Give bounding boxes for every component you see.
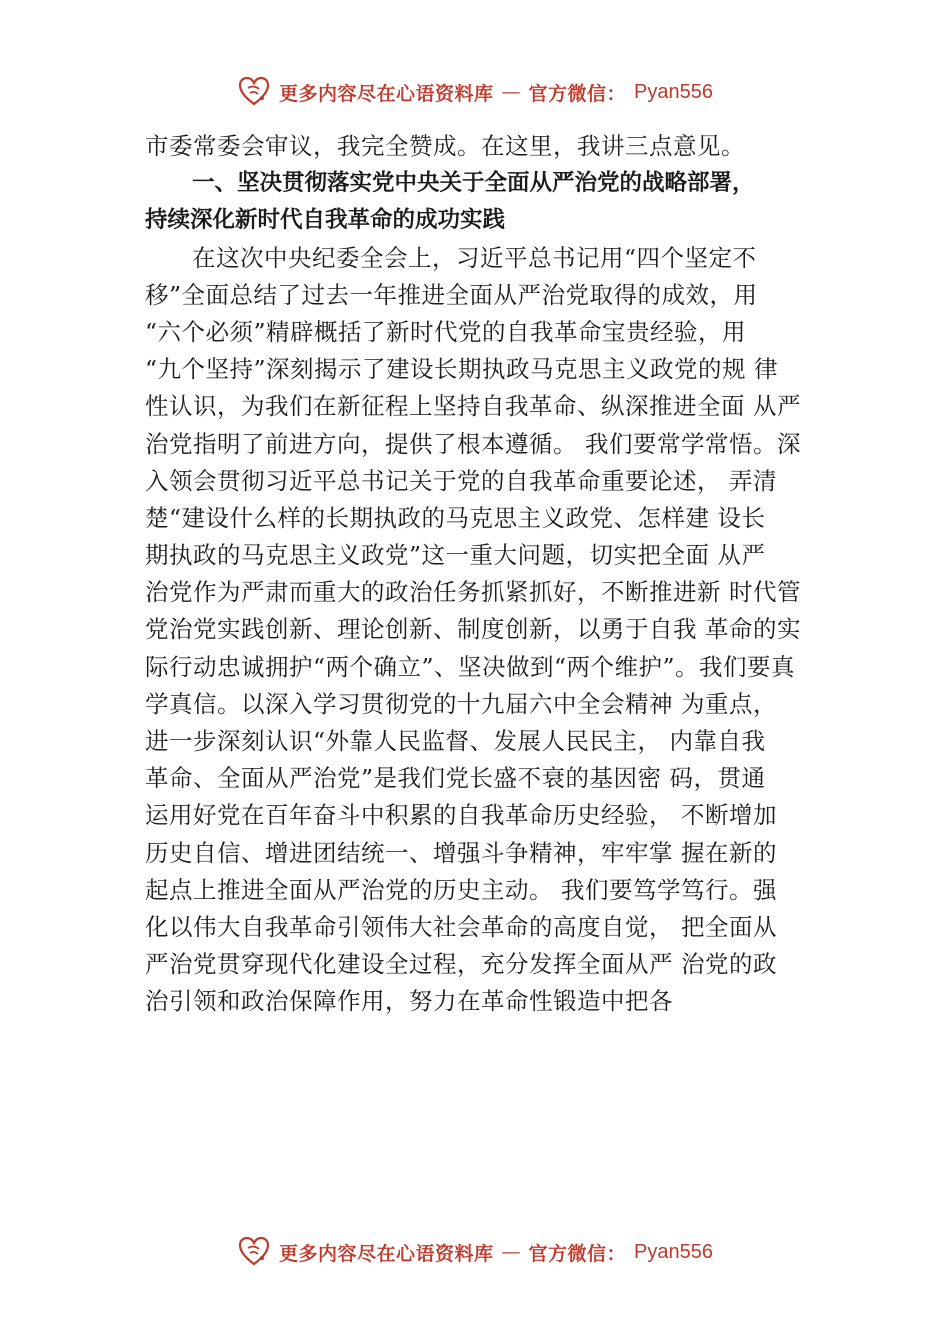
text-line: 治党作为严肃而重大的政治任务抓紧抓好，不断推进新 时代管: [145, 578, 801, 607]
text-line: 期执政的马克思主义政党”这一重大问题，切实把全面 从严: [145, 541, 766, 570]
text-line: 革命、全面从严治党”是我们党长盛不衰的基因密 码，贯通: [145, 764, 766, 793]
banner-title: 更多内容尽在心语资料库: [279, 82, 494, 105]
text-line: “六个必须”精辟概括了新时代党的自我革命宝贵经验，用: [145, 317, 747, 346]
text-line: 市委常委会审议，我完全赞成。在这里，我讲三点意见。: [145, 132, 745, 160]
heart-logo-icon: [237, 75, 271, 109]
paragraph-first-line: 在这次中央纪委全会上，习近平总书记用“四个坚定不: [192, 243, 757, 272]
text-line: 治引领和政治保障作用，努力在革命性锻造中把各: [145, 987, 673, 1016]
banner-separator: —: [501, 81, 521, 103]
banner-wechat-id: Pyan556: [634, 1240, 713, 1263]
banner-wechat-label: 官方微信：: [528, 82, 627, 105]
text-line: 际行动忠诚拥护“两个确立”、坚决做到“两个维护”。我们要真: [145, 652, 796, 681]
text-line: 运用好党在百年奋斗中积累的自我革命历史经验， 不断增加: [145, 801, 777, 830]
text-line: 历史自信、增进团结统一、增强斗争精神，牢牢掌 握在新的: [145, 838, 777, 867]
section-heading: 一、坚决贯彻落实党中央关于全面从严治党的战略部署，: [192, 170, 755, 197]
footer-banner: [0, 1232, 950, 1272]
text-line: 性认识，为我们在新征程上坚持自我革命、纵深推进全面 从严: [145, 392, 801, 421]
header-banner: [0, 72, 950, 112]
banner-separator: —: [501, 1241, 521, 1263]
text-line: “九个坚持”深刻揭示了建设长期执政马克思主义政党的规 律: [145, 355, 778, 384]
text-line: 党治党实践创新、理论创新、制度创新，以勇于自我 革命的实: [145, 615, 801, 644]
heart-logo-icon: [237, 1235, 271, 1269]
text-line: 入领会贯彻习近平总书记关于党的自我革命重要论述， 弄清: [145, 466, 777, 495]
section-heading-continuation: 持续深化新时代自我革命的成功实践: [145, 207, 506, 234]
text-line: 进一步深刻认识“外靠人民监督、发展人民民主， 内靠自我: [145, 727, 766, 755]
banner-wechat-label: 官方微信：: [528, 1242, 627, 1265]
text-line: 严治党贯穿现代化建设全过程，充分发挥全面从严 治党的政: [145, 950, 777, 979]
text-line: 起点上推进全面从严治党的历史主动。 我们要笃学笃行。强: [145, 875, 777, 904]
text-line: 化以伟大自我革命引领伟大社会革命的高度自觉， 把全面从: [145, 912, 777, 941]
text-line: 治党指明了前进方向，提供了根本遵循。 我们要常学常悟。深: [145, 429, 801, 458]
document-body: [145, 128, 835, 1021]
text-line: 移”全面总结了过去一年推进全面从严治党取得的成效，用: [145, 280, 758, 309]
text-line: 楚“建设什么样的长期执政的马克思主义政党、怎样建 设长: [145, 503, 766, 532]
text-line: 学真信。以深入学习贯彻党的十九届六中全会精神 为重点，: [145, 689, 777, 718]
banner-title: 更多内容尽在心语资料库: [279, 1242, 494, 1265]
banner-wechat-id: Pyan556: [634, 80, 713, 103]
